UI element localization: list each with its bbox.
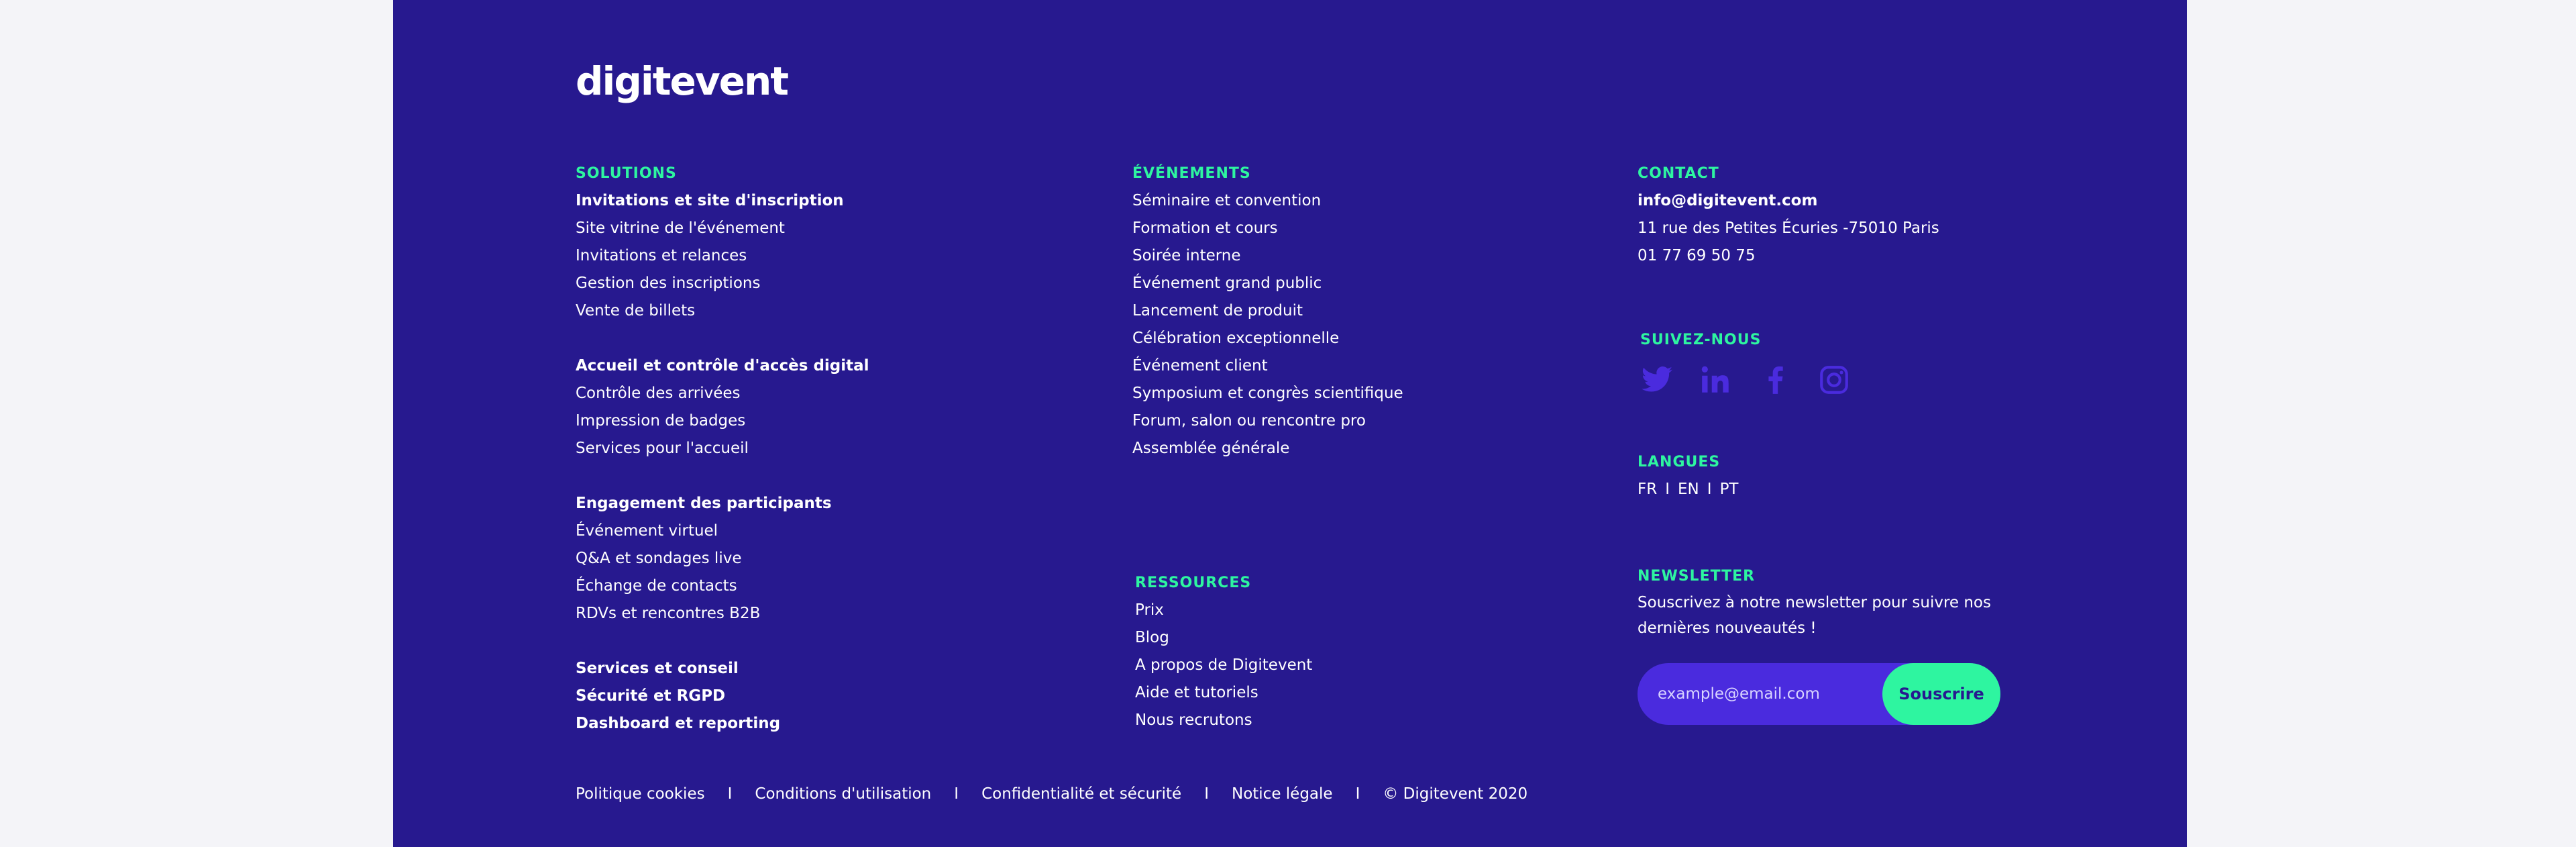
langues-section — [1638, 448, 1738, 503]
contact-email-link[interactable]: info@digitevent.com — [1638, 192, 1818, 209]
solutions-link-vente-billets[interactable]: Vente de billets — [576, 302, 696, 319]
evenements-link[interactable]: Lancement de produit — [1132, 302, 1303, 319]
evenements-link[interactable]: Séminaire et convention — [1132, 192, 1322, 209]
evenements-heading: ÉVÉNEMENTS — [1132, 165, 1251, 182]
ressources-link-recrutons[interactable]: Nous recrutons — [1135, 711, 1252, 729]
solutions-link-services-accueil[interactable]: Services pour l'accueil — [576, 440, 749, 457]
evenements-link[interactable]: Soirée interne — [1132, 247, 1241, 264]
evenements-link[interactable]: Assemblée générale — [1132, 440, 1290, 457]
solutions-link-site-vitrine[interactable]: Site vitrine de l'événement — [576, 219, 785, 237]
ressources-column — [1135, 569, 1312, 734]
contact-address: 11 rue des Petites Écuries -75010 Paris — [1638, 219, 1939, 237]
facebook-icon[interactable] — [1758, 363, 1792, 397]
ressources-link-a-propos[interactable]: A propos de Digitevent — [1135, 656, 1313, 674]
solutions-link-engagement[interactable]: Engagement des participants — [576, 495, 832, 512]
solutions-link-invitations-site[interactable]: Invitations et site d'inscription — [576, 192, 844, 209]
linkedin-icon[interactable] — [1699, 363, 1733, 397]
solutions-link-controle-arrivees[interactable]: Contrôle des arrivées — [576, 385, 741, 402]
solutions-link-qa-sondages[interactable]: Q&A et sondages live — [576, 550, 742, 567]
lang-en-link[interactable]: EN — [1678, 481, 1699, 498]
lang-separator: I — [1707, 481, 1712, 498]
copyright-text: © Digitevent 2020 — [1383, 785, 1528, 803]
ressources-link-aide[interactable]: Aide et tutoriels — [1135, 684, 1258, 701]
lang-fr-link[interactable]: FR — [1638, 481, 1658, 498]
evenements-link[interactable]: Événement client — [1132, 357, 1268, 375]
digitevent-logo[interactable]: digitevent — [576, 58, 788, 104]
solutions-link-echange-contacts[interactable]: Échange de contacts — [576, 577, 737, 595]
twitter-icon[interactable] — [1640, 363, 1674, 397]
evenements-link[interactable]: Symposium et congrès scientifique — [1132, 385, 1403, 402]
lang-pt-link[interactable]: PT — [1719, 481, 1739, 498]
legal-link-notice[interactable]: Notice légale — [1232, 785, 1333, 803]
solutions-column — [576, 160, 869, 738]
newsletter-form — [1638, 663, 2000, 725]
legal-separator: I — [727, 785, 733, 803]
social-icons — [1640, 363, 1851, 397]
lang-separator: I — [1665, 481, 1670, 498]
newsletter-description: Souscrivez à notre newsletter pour suivre nos dernières nouveautés ! — [1638, 594, 1991, 637]
legal-separator: I — [1204, 785, 1209, 803]
solutions-link-rdvs-b2b[interactable]: RDVs et rencontres B2B — [576, 605, 761, 622]
solutions-link-dashboard-reporting[interactable]: Dashboard et reporting — [576, 715, 781, 732]
evenements-link[interactable]: Forum, salon ou rencontre pro — [1132, 412, 1366, 430]
solutions-heading: SOLUTIONS — [576, 165, 677, 182]
solutions-link-accueil-controle[interactable]: Accueil et contrôle d'accès digital — [576, 357, 869, 375]
contact-column — [1638, 160, 1939, 270]
evenements-column — [1132, 160, 1403, 462]
legal-links-bar — [576, 781, 1527, 808]
contact-phone[interactable]: 01 77 69 50 75 — [1638, 247, 1756, 264]
legal-link-cookies[interactable]: Politique cookies — [576, 785, 705, 803]
newsletter-section — [1638, 562, 2013, 641]
newsletter-heading: NEWSLETTER — [1638, 568, 1756, 585]
newsletter-subscribe-button[interactable]: Souscrire — [1882, 663, 2000, 725]
evenements-link[interactable]: Célébration exceptionnelle — [1132, 330, 1340, 347]
legal-link-conditions[interactable]: Conditions d'utilisation — [755, 785, 932, 803]
ressources-link-blog[interactable]: Blog — [1135, 629, 1169, 646]
langues-heading: LANGUES — [1638, 454, 1721, 470]
social-section — [1640, 326, 1851, 397]
solutions-link-securite-rgpd[interactable]: Sécurité et RGPD — [576, 687, 726, 705]
solutions-link-services-conseil[interactable]: Services et conseil — [576, 660, 739, 677]
instagram-icon[interactable] — [1817, 363, 1851, 397]
legal-separator: I — [954, 785, 959, 803]
solutions-link-gestion-inscriptions[interactable]: Gestion des inscriptions — [576, 275, 761, 292]
ressources-link-prix[interactable]: Prix — [1135, 601, 1164, 619]
ressources-heading: RESSOURCES — [1135, 575, 1252, 591]
solutions-link-impression-badges[interactable]: Impression de badges — [576, 412, 746, 430]
footer — [393, 0, 2187, 847]
evenements-link[interactable]: Formation et cours — [1132, 219, 1278, 237]
solutions-link-invitations-relances[interactable]: Invitations et relances — [576, 247, 747, 264]
evenements-link[interactable]: Événement grand public — [1132, 275, 1322, 292]
social-heading: SUIVEZ-NOUS — [1640, 332, 1762, 348]
solutions-link-evenement-virtuel[interactable]: Événement virtuel — [576, 522, 718, 540]
legal-link-confidentialite[interactable]: Confidentialité et sécurité — [981, 785, 1182, 803]
legal-separator: I — [1355, 785, 1360, 803]
contact-heading: CONTACT — [1638, 165, 1719, 182]
newsletter-email-input[interactable] — [1658, 663, 1879, 725]
language-switcher — [1638, 476, 1738, 503]
